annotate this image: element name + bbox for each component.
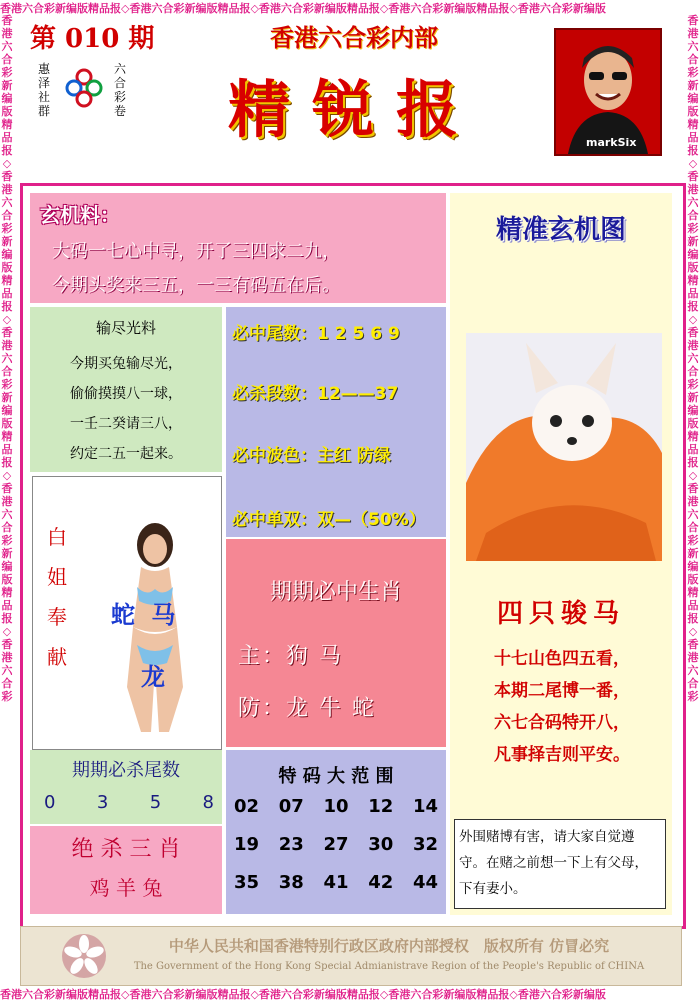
- kill-tail-section: [30, 750, 222, 824]
- lose-poem-line: 约定二五一起来。: [70, 446, 182, 462]
- range-number: 38: [278, 872, 304, 893]
- bottom-border-strip: 香港六合彩新编版精品报◇香港六合彩新编版精品报◇香港六合彩新编版精品报◇香港六合彩新编版精品报◇香港六合彩新编版: [0, 988, 606, 1000]
- zodiac-section: [226, 539, 446, 747]
- picks-section: [226, 307, 446, 537]
- lose-poem-line: 今期买兔输尽光，: [70, 356, 182, 372]
- lose-poem-title: 输尽光料: [95, 319, 156, 337]
- pick-label: 必中尾数：: [232, 324, 317, 344]
- mystery-line-2: 今期头奖来三五，一三有码五在后。: [52, 275, 340, 296]
- presenter-photo: [554, 28, 662, 156]
- range-number: 41: [323, 872, 349, 893]
- top-border-strip: 香港六合彩新编版精品报◇香港六合彩新编版精品报◇香港六合彩新编版精品报◇香港六合彩新编版精品报◇香港六合彩新编版: [0, 2, 606, 14]
- lose-poem-line: 一壬二癸请三八，: [70, 416, 182, 432]
- pick-label: 必中波色：: [232, 446, 317, 466]
- right-column: [450, 193, 672, 915]
- pick-segment: [232, 379, 398, 404]
- zodiac-title: 期期必中生肖: [269, 580, 402, 605]
- offer-zodiac-bottom: 龙: [141, 662, 165, 691]
- special-range-title: 特 码 大 范 围: [278, 766, 394, 787]
- lotus-logo-icon: [64, 68, 104, 108]
- header: [14, 14, 686, 182]
- offer-section: [32, 476, 222, 750]
- left-border-strip: 香港六合彩新编版精品报◇香港六合彩新编版精品报◇香港六合彩新编版精品报◇香港六合彩新编版精品报◇香港六合彩: [1, 14, 13, 703]
- range-number: 02: [234, 796, 260, 817]
- mystery-line-1: 大码一七心中寻，开了三四求二九，: [52, 241, 340, 262]
- horse-poem-line: 十七山色四五看，: [494, 649, 630, 669]
- kill-zodiac-values: 鸡 羊 兔: [89, 876, 163, 900]
- pick-value: 1 2 5 6 9: [317, 324, 400, 344]
- range-row: [234, 796, 438, 834]
- kill-tail-number: 3: [96, 792, 109, 813]
- zodiac-main: [238, 639, 343, 670]
- pick-label: 必杀段数：: [232, 384, 317, 404]
- horse-poem-line: 凡事择吉则平安。: [494, 745, 630, 765]
- footer: [20, 926, 682, 986]
- kill-zodiac-title: 绝 杀 三 肖: [71, 837, 181, 862]
- horse-poem-line: 六七合码特开八，: [494, 713, 630, 733]
- kill-tail-numbers: [44, 792, 214, 813]
- footer-en: The Government of the Hong Kong Special Admianistrave Region of the People's Republic of CHINA: [133, 961, 645, 972]
- zodiac-main-value: 狗 马: [286, 644, 344, 669]
- pick-value: 双—（50%）: [317, 510, 426, 530]
- mystery-image-title: 精准玄机图: [495, 215, 626, 245]
- horse-title: 四只骏马: [496, 599, 625, 629]
- kill-zodiac-section: [30, 826, 222, 914]
- lose-poem-lines: [30, 349, 222, 469]
- pick-color: [232, 441, 391, 466]
- range-number: 30: [368, 834, 394, 855]
- right-border-strip: 香港六合彩新编版精品报◇香港六合彩新编版精品报◇香港六合彩新编版精品报◇香港六合彩新编版精品报◇香港六合彩: [687, 14, 699, 703]
- puppy-photo: [466, 333, 662, 561]
- pick-odd-even: [232, 505, 426, 530]
- lose-poem-section: [30, 307, 222, 472]
- range-number: 42: [368, 872, 394, 893]
- group-name-left: 惠泽社群: [38, 62, 51, 118]
- pick-tail: [232, 319, 400, 344]
- page-subtitle: 香港六合彩内部: [270, 23, 438, 52]
- kill-tail-number: 8: [202, 792, 214, 813]
- zodiac-backup-value: 龙 牛 蛇: [286, 696, 377, 721]
- zodiac-backup: [238, 691, 376, 722]
- range-row: [234, 834, 438, 872]
- kill-tail-title: 期期必杀尾数: [72, 760, 180, 781]
- kill-tail-number: 5: [149, 792, 162, 813]
- range-number: 27: [323, 834, 349, 855]
- range-number: 23: [278, 834, 304, 855]
- page-title: 精锐报: [227, 73, 480, 146]
- photo-caption: markSix: [586, 136, 637, 149]
- footer-cn: 中华人民共和国香港特别行政区政府内部授权 版权所有 仿冒必究: [168, 937, 610, 955]
- offer-zodiac-top: 蛇 马: [111, 600, 180, 629]
- range-number: 32: [412, 834, 438, 855]
- lose-poem-line: 偷偷摸摸八一球，: [70, 386, 182, 402]
- kill-tail-number: 0: [44, 792, 56, 813]
- zodiac-main-label: 主：: [238, 644, 287, 669]
- range-number: 12: [368, 796, 394, 817]
- range-number: 19: [234, 834, 260, 855]
- offer-vertical-text: 白姐奉献: [47, 525, 67, 669]
- range-number: 35: [234, 872, 260, 893]
- pick-value: 12——37: [317, 384, 399, 404]
- horse-poem-line: 本期二尾博一番，: [494, 681, 630, 701]
- range-number: 14: [412, 796, 438, 817]
- range-number: 10: [323, 796, 349, 817]
- range-row: [234, 872, 438, 910]
- pick-value: 主红 防绿: [317, 446, 391, 466]
- gambling-notice: 外围赌博有害，请大家自觉遵守。在赌之前想一下上有父母，下有妻小。: [454, 819, 666, 909]
- issue-number: 第 010 期: [30, 24, 155, 54]
- mystery-section: [30, 193, 446, 303]
- range-number: 07: [278, 796, 304, 817]
- pick-label: 必中单双：: [232, 510, 317, 530]
- special-range-grid: [234, 796, 438, 910]
- bauhinia-emblem-icon: [61, 933, 107, 979]
- horse-poem: [456, 643, 668, 771]
- range-number: 44: [412, 872, 438, 893]
- special-range-section: [226, 750, 446, 914]
- zodiac-backup-label: 防：: [238, 696, 287, 721]
- mystery-heading: 玄机料：: [40, 203, 120, 227]
- group-name-right: 六合彩卷: [114, 62, 127, 118]
